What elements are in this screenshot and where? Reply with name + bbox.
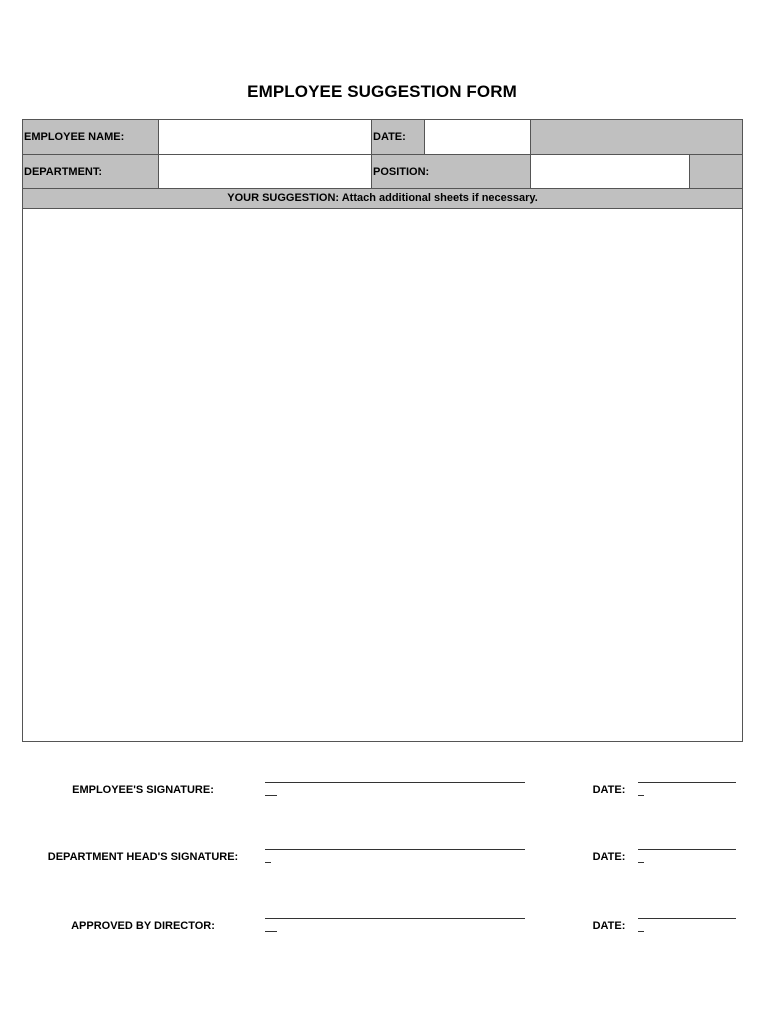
column-divider: [424, 120, 425, 154]
department-head-signature-line[interactable]: [265, 849, 525, 850]
date-line-stub: [638, 795, 644, 796]
department-head-signature-label: DEPARTMENT HEAD'S SIGNATURE:: [47, 851, 239, 863]
department-head-date-label: DATE:: [592, 851, 626, 863]
column-divider: [689, 155, 690, 188]
suggestion-header: YOUR SUGGESTION: Attach additional sheets if necessary.: [23, 189, 742, 208]
column-divider: [371, 120, 372, 188]
employee-signature-label: EMPLOYEE'S SIGNATURE:: [72, 784, 214, 796]
column-divider: [530, 120, 531, 188]
position-blank-cell: [690, 155, 742, 188]
signature-line-stub: [265, 795, 277, 796]
director-signature-line[interactable]: [265, 918, 525, 919]
employee-signature-date-label: DATE:: [592, 784, 626, 796]
signature-line-stub: [265, 931, 277, 932]
signature-line-stub: [265, 862, 271, 863]
position-field[interactable]: [531, 155, 689, 188]
suggestion-form-table: [22, 119, 743, 742]
header-blank-cell: [531, 120, 742, 154]
employee-signature-line[interactable]: [265, 782, 525, 783]
date-line-stub: [638, 931, 644, 932]
director-date-line[interactable]: [638, 918, 736, 919]
department-label: DEPARTMENT:: [23, 155, 158, 188]
director-approval-label: APPROVED BY DIRECTOR:: [71, 920, 215, 932]
employee-signature-date-line[interactable]: [638, 782, 736, 783]
employee-name-field[interactable]: [159, 120, 371, 154]
department-field[interactable]: [159, 155, 371, 188]
director-date-label: DATE:: [592, 920, 626, 932]
column-divider: [158, 120, 159, 188]
suggestion-text-area[interactable]: [23, 209, 742, 741]
date-field[interactable]: [425, 120, 530, 154]
date-label: DATE:: [372, 120, 424, 154]
row-divider: [23, 154, 742, 155]
date-line-stub: [638, 862, 644, 863]
position-label: POSITION:: [372, 155, 530, 188]
form-title: EMPLOYEE SUGGESTION FORM: [247, 82, 517, 101]
department-head-date-line[interactable]: [638, 849, 736, 850]
employee-name-label: EMPLOYEE NAME:: [23, 120, 158, 154]
